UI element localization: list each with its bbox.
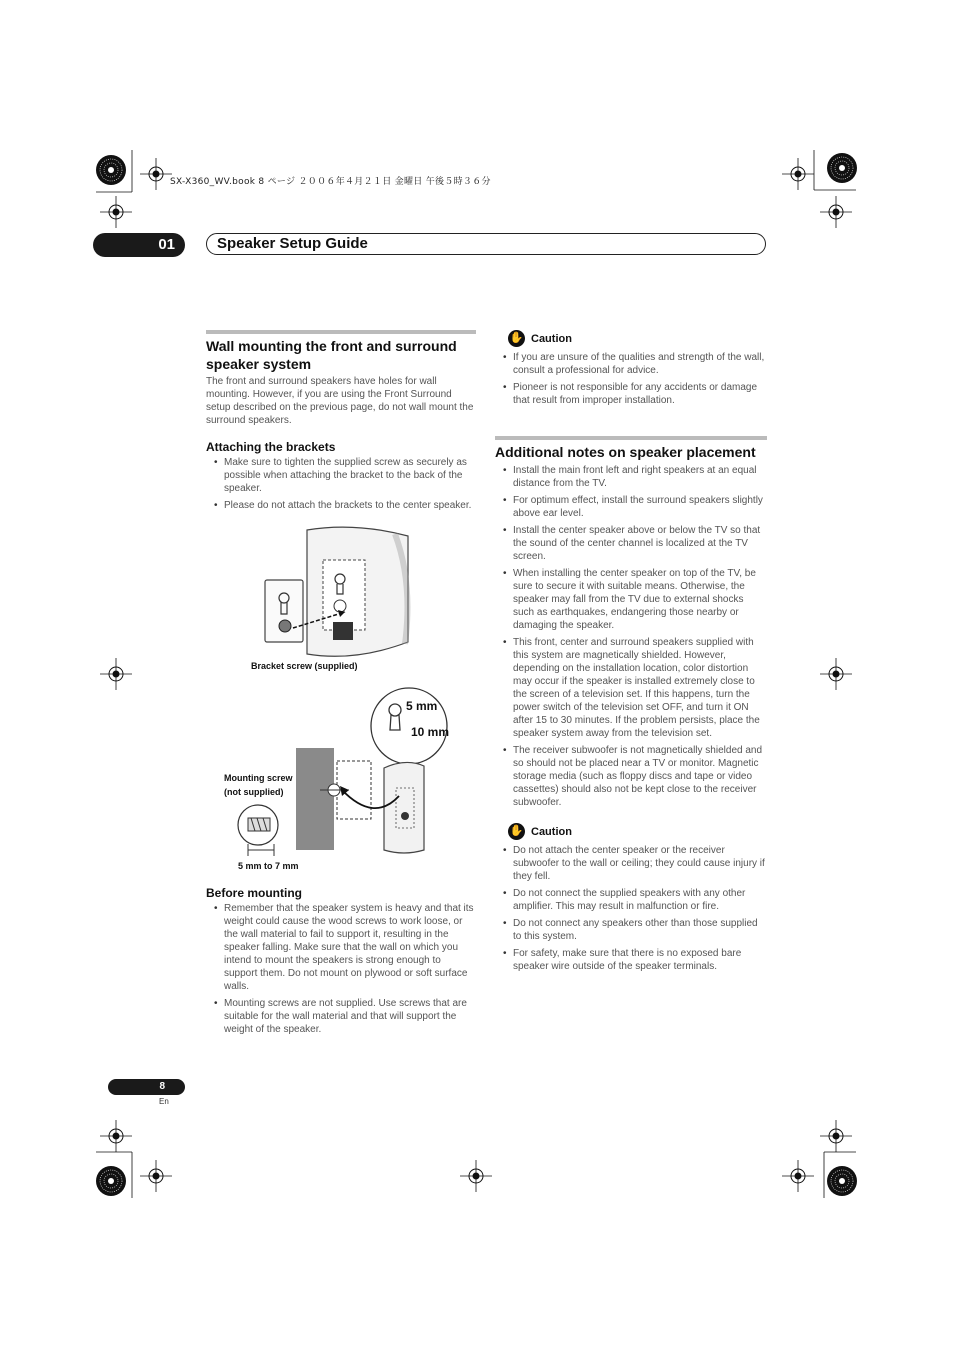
bracket-attachment-illustration: [245, 522, 435, 677]
chapter-title: Speaker Setup Guide: [217, 235, 368, 252]
intro-paragraph: The front and surround speakers have holes for wall mounting. However, if you are using the Front Surround setup described on the previous page, do not wall mount the surround speakers.: [206, 376, 474, 426]
list-item: • Pioneer is not responsible for any accidents or damage that result from improper installation.: [495, 381, 767, 407]
before-mounting-title: Before mounting: [206, 886, 302, 900]
attaching-brackets-list: [206, 456, 476, 512]
caution-heading: [508, 330, 767, 347]
caution-hand-icon: ✋: [508, 823, 525, 840]
right-column: [495, 330, 767, 977]
list-item: • Install the main front left and right speakers at an equal distance from the TV.: [495, 464, 767, 490]
mounting-screw-label: Mounting screw: [224, 773, 293, 783]
caution-label: Caution: [531, 332, 572, 345]
print-header-note: SX-X360_WV.book 8 ページ ２００６年４月２１日 金曜日 午後５時３６分: [170, 177, 491, 187]
attaching-brackets-title: Attaching the brackets: [206, 440, 336, 454]
list-item: • If you are unsure of the qualities and strength of the wall, consult a professional for advice.: [495, 351, 767, 377]
caution-heading: [508, 823, 767, 840]
left-column: [206, 330, 476, 516]
list-item: • Do not attach the center speaker or the receiver subwoofer to the wall or ceiling; they could cause injury if they fell.: [495, 844, 767, 883]
dimension-5mm-label: 5 mm: [406, 699, 438, 713]
before-mounting-section: [206, 886, 476, 1040]
section-additional-notes: [495, 436, 767, 461]
list-item: • Do not connect the supplied speakers with any other amplifier. This may result in malfunction or fire.: [495, 887, 767, 913]
notes-list: [495, 464, 767, 809]
page-number: 8: [108, 1079, 185, 1095]
list-item: • For optimum effect, install the surround speakers slightly above ear level.: [495, 494, 767, 520]
list-item: • For safety, make sure that there is no exposed bare speaker wire outside of the speaker terminals.: [495, 947, 767, 973]
list-item: • When installing the center speaker on top of the TV, be sure to secure it with suitable means. Otherwise, the speaker may fall from the TV due to external shocks such as earthquakes, endangering those nearby or damaging the speaker.: [495, 567, 767, 632]
caution-label: Caution: [531, 825, 572, 838]
page-language: En: [159, 1097, 169, 1106]
caution-hand-icon: ✋: [508, 330, 525, 347]
list-item: • The receiver subwoofer is not magnetically shielded and so should not be placed near a TV or monitor. Magnetic storage media (such as floppy discs and tape or video cassettes) should also not be kept close to the receiver subwoofer.: [495, 744, 767, 809]
section-title: Additional notes on speaker placement: [495, 444, 756, 460]
list-item: • Do not connect any speakers other than those supplied to this system.: [495, 917, 767, 943]
list-item: • This front, center and surround speakers supplied with this system are magnetically shielded. However, depending on the installation location, color distortion may occur if the speaker is installed extremely close to the screen of a television set. If this happens, turn the power switch of the television set OFF, and turn it ON after 15 to 30 minutes. If the problem persists, place the speaker system away from the television set.: [495, 636, 767, 740]
caution-list: [495, 844, 767, 973]
dimension-10mm-label: 10 mm: [411, 725, 450, 739]
before-mounting-list: [206, 902, 476, 1036]
screw-depth-label: 5 mm to 7 mm: [238, 861, 299, 871]
section-wall-mounting: [206, 330, 476, 373]
list-item: • Make sure to tighten the supplied screw as securely as possible when attaching the bracket to the back of the speaker.: [206, 456, 476, 495]
bracket-screw-label: Bracket screw (supplied): [251, 661, 358, 671]
chapter-number: 01: [93, 233, 185, 257]
not-supplied-label: (not supplied): [224, 787, 284, 797]
list-item: • Mounting screws are not supplied. Use screws that are suitable for the wall material and that will support the weight of the speaker.: [206, 997, 476, 1036]
list-item: • Please do not attach the brackets to the center speaker.: [206, 499, 476, 512]
list-item: • Remember that the speaker system is heavy and that its weight could cause the wood screws to work loose, or the wall material to fail to support it, resulting in the speaker falling. Make sure that the wall on which you intend to mount the speakers is strong enough to support them. Do not mount on plywood or soft surface walls.: [206, 902, 476, 993]
caution-list: [495, 351, 767, 407]
list-item: • Install the center speaker above or below the TV so that the sound of the center channel is localized at the TV screen.: [495, 524, 767, 563]
section-title: Wall mounting the front and surround speaker system: [206, 338, 457, 372]
